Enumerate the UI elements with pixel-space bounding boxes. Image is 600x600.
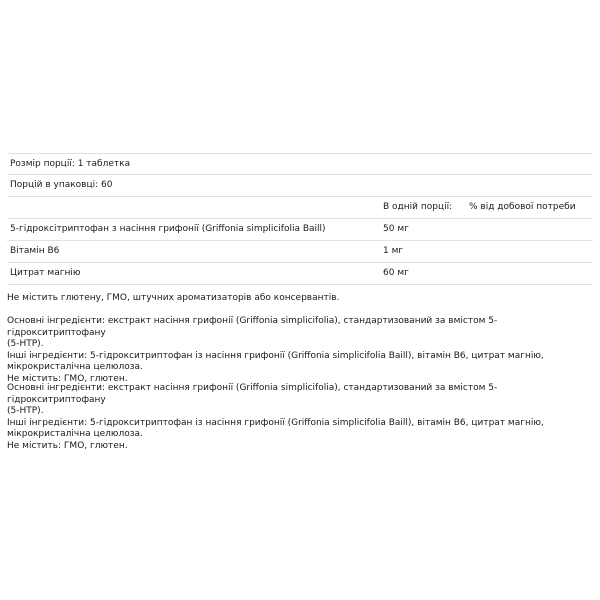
ingredient-row-magnesium-citrate: [7, 263, 593, 285]
serving-size-text: Розмір порції: 1 таблетка: [10, 159, 131, 169]
serving-size-row: [7, 154, 593, 175]
ingredients-block-2: [7, 383, 593, 452]
ingredients-block-1: [7, 316, 593, 385]
servings-per-container-row: [7, 175, 593, 197]
supplement-facts-table: [7, 153, 593, 285]
allergen-notice: [7, 293, 593, 305]
free-from-line: Не містить: ГМО, глютен.: [7, 373, 128, 384]
ingredient-name: Цитрат магнію: [10, 268, 81, 278]
main-ingredients-line: Основні інгредієнти: екстракт насіння грифонії (Griffonia simplicifolia), стандартизований за вмістом 5-гідрокситриптофану: [7, 316, 498, 338]
daily-value-header: % від добової потреби: [469, 202, 576, 212]
ingredient-amount: 60 мг: [383, 268, 409, 278]
servings-per-container-text: Порцій в упаковці: 60: [10, 180, 113, 190]
main-ingredients-line-cont: (5-HTP).: [7, 339, 44, 349]
main-ingredients-line-cont: (5-HTP).: [7, 406, 44, 416]
other-ingredients-line: Інші інгредієнти: 5-гідрокситриптофан із насіння грифонії (Griffonia simplicifolia Baill), вітамін B6, цитрат магнію,: [7, 350, 544, 361]
ingredient-amount: 50 мг: [383, 224, 409, 234]
ingredient-row-vitamin-b6: [7, 241, 593, 263]
allergen-notice-text: Не містить глютену, ГМО, штучних ароматизаторів або консервантів.: [7, 293, 340, 303]
main-ingredients-line: Основні інгредієнти: екстракт насіння грифонії (Griffonia simplicifolia), стандартизований за вмістом 5-гідрокситриптофану: [7, 383, 498, 405]
other-ingredients-line-cont: мікрокристалічна целюлоза.: [7, 362, 143, 372]
facts-header-row: [7, 197, 593, 219]
ingredient-row-5htp: [7, 219, 593, 241]
per-serving-header: В одній порції:: [383, 202, 453, 212]
ingredient-name: 5-гідроксітриптофан з насіння грифонії (Griffonia simplicifolia Baill): [10, 224, 326, 234]
ingredient-amount: 1 мг: [383, 246, 404, 256]
other-ingredients-line: Інші інгредієнти: 5-гідрокситриптофан із насіння грифонії (Griffonia simplicifolia Baill), вітамін B6, цитрат магнію,: [7, 417, 544, 428]
ingredient-name: Вітамін B6: [10, 246, 60, 256]
other-ingredients-line-cont: мікрокристалічна целюлоза.: [7, 429, 143, 439]
free-from-line: Не містить: ГМО, глютен.: [7, 440, 128, 451]
